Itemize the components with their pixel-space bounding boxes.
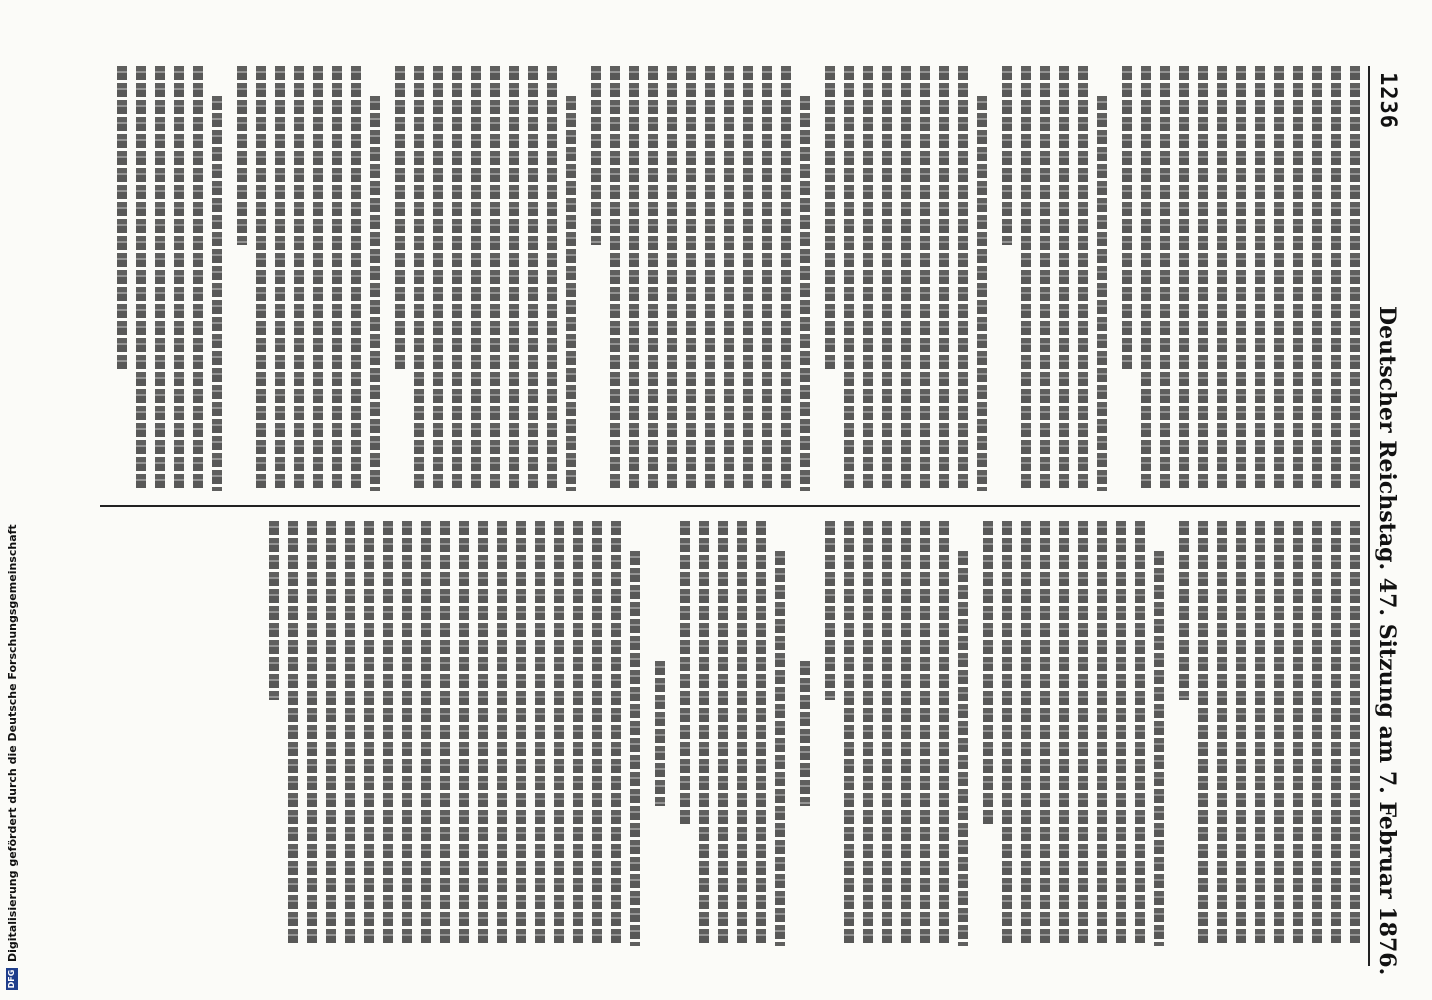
text-line — [440, 521, 450, 946]
text-line — [395, 66, 405, 372]
text-line — [920, 66, 930, 491]
text-line — [756, 521, 766, 946]
text-line — [920, 521, 930, 946]
text-line — [901, 66, 911, 491]
text-line — [1274, 521, 1284, 946]
text-line — [1002, 66, 1012, 245]
text-line — [452, 66, 462, 491]
text-line — [1331, 521, 1341, 946]
text-line — [1078, 66, 1088, 491]
text-line — [1198, 521, 1208, 946]
paragraph-gap — [968, 521, 974, 946]
text-line — [566, 96, 576, 491]
text-line — [402, 521, 412, 946]
text-line — [1021, 521, 1031, 946]
text-line — [1040, 521, 1050, 946]
text-line — [1154, 551, 1164, 946]
text-line — [471, 66, 481, 491]
text-line — [983, 521, 993, 827]
paragraph-gap — [810, 521, 816, 946]
text-line — [275, 66, 285, 491]
text-line — [351, 66, 361, 491]
text-line — [825, 521, 835, 700]
text-line — [332, 66, 342, 491]
right-column — [100, 521, 1360, 946]
paragraph-gap — [380, 66, 386, 491]
text-line — [882, 66, 892, 491]
text-line — [844, 521, 854, 946]
text-line — [433, 66, 443, 491]
text-line — [901, 521, 911, 946]
text-line — [611, 521, 621, 946]
text-line — [1135, 521, 1145, 946]
text-line — [174, 66, 184, 491]
text-line — [844, 66, 854, 491]
paragraph-gap — [1164, 521, 1170, 946]
text-line — [775, 551, 785, 946]
text-line — [1255, 521, 1265, 946]
text-line — [743, 66, 753, 491]
text-line — [573, 521, 583, 946]
text-line — [680, 521, 690, 827]
text-line — [313, 66, 323, 491]
text-line — [269, 521, 279, 700]
paragraph-gap — [987, 66, 993, 491]
text-line — [383, 521, 393, 946]
text-line — [1122, 66, 1132, 372]
text-line — [256, 66, 266, 491]
text-line — [370, 96, 380, 491]
text-line — [667, 66, 677, 491]
paragraph-gap — [1107, 66, 1113, 491]
text-line — [1141, 66, 1151, 491]
text-line — [459, 521, 469, 946]
text-line — [629, 66, 639, 491]
text-line — [762, 66, 772, 491]
text-line — [655, 661, 665, 806]
text-line — [1179, 521, 1189, 700]
text-line — [288, 521, 298, 946]
text-line — [1078, 521, 1088, 946]
text-line — [1059, 66, 1069, 491]
text-line — [535, 521, 545, 946]
text-line — [509, 66, 519, 491]
text-line — [939, 521, 949, 946]
text-line — [345, 521, 355, 946]
text-line — [554, 521, 564, 946]
paragraph-gap — [576, 66, 582, 491]
digitization-credit-text: Digitalisierung gefördert durch die Deutsche Forschungsgemeinschaft — [5, 524, 19, 962]
text-line — [516, 521, 526, 946]
text-line — [294, 66, 304, 491]
text-line — [364, 521, 374, 946]
text-line — [1179, 66, 1189, 491]
running-head — [1368, 66, 1404, 976]
text-line — [800, 661, 810, 806]
text-line — [1293, 66, 1303, 491]
text-line — [1002, 521, 1012, 946]
paragraph-gap — [222, 66, 228, 491]
text-line — [958, 551, 968, 946]
column-rule — [100, 505, 1360, 507]
text-line — [686, 66, 696, 491]
text-line — [591, 66, 601, 245]
text-columns — [100, 66, 1360, 966]
text-line — [724, 66, 734, 491]
text-line — [193, 66, 203, 491]
text-line — [1274, 66, 1284, 491]
text-line — [939, 66, 949, 491]
text-line — [718, 521, 728, 946]
paragraph-gap — [665, 521, 671, 946]
text-line — [1040, 66, 1050, 491]
text-line — [478, 521, 488, 946]
text-line — [863, 521, 873, 946]
text-line — [528, 66, 538, 491]
text-line — [237, 66, 247, 245]
text-line — [490, 66, 500, 491]
text-line — [155, 66, 165, 491]
text-line — [136, 66, 146, 491]
text-line — [117, 66, 127, 372]
text-line — [326, 521, 336, 946]
text-line — [1116, 521, 1126, 946]
paragraph-gap — [785, 521, 791, 946]
text-line — [1097, 521, 1107, 946]
text-line — [414, 66, 424, 491]
text-line — [699, 521, 709, 946]
text-line — [1293, 521, 1303, 946]
text-line — [630, 551, 640, 946]
text-line — [1198, 66, 1208, 491]
text-line — [547, 66, 557, 491]
text-line — [1312, 521, 1322, 946]
text-line — [882, 521, 892, 946]
left-column — [100, 66, 1360, 491]
text-line — [1236, 66, 1246, 491]
text-line — [421, 521, 431, 946]
text-line — [737, 521, 747, 946]
text-line — [705, 66, 715, 491]
paragraph-gap — [640, 521, 646, 946]
text-line — [1097, 96, 1107, 491]
text-line — [592, 521, 602, 946]
text-line — [1255, 66, 1265, 491]
text-line — [800, 96, 810, 491]
running-head-title: Deutscher Reichstag. 47. Sitzung am 7. Februar 1876. — [1374, 306, 1400, 976]
text-line — [1236, 521, 1246, 946]
text-line — [648, 66, 658, 491]
text-line — [863, 66, 873, 491]
text-line — [1217, 521, 1227, 946]
text-line — [958, 66, 968, 491]
text-line — [307, 521, 317, 946]
text-line — [1350, 66, 1360, 491]
text-line — [1160, 66, 1170, 491]
text-line — [610, 66, 620, 491]
text-line — [212, 96, 222, 491]
dfg-logo: DFG — [7, 969, 16, 989]
text-line — [1059, 521, 1069, 946]
text-line — [977, 96, 987, 491]
text-line — [1021, 66, 1031, 491]
text-line — [1312, 66, 1322, 491]
text-line — [1217, 66, 1227, 491]
text-line — [781, 66, 791, 491]
digitization-credit — [0, 0, 22, 1000]
text-line — [825, 66, 835, 372]
paragraph-gap — [810, 66, 816, 491]
printed-page — [92, 66, 1404, 976]
text-line — [497, 521, 507, 946]
text-line — [1331, 66, 1341, 491]
text-line — [1350, 521, 1360, 946]
page-number: 1236 — [1375, 72, 1400, 129]
